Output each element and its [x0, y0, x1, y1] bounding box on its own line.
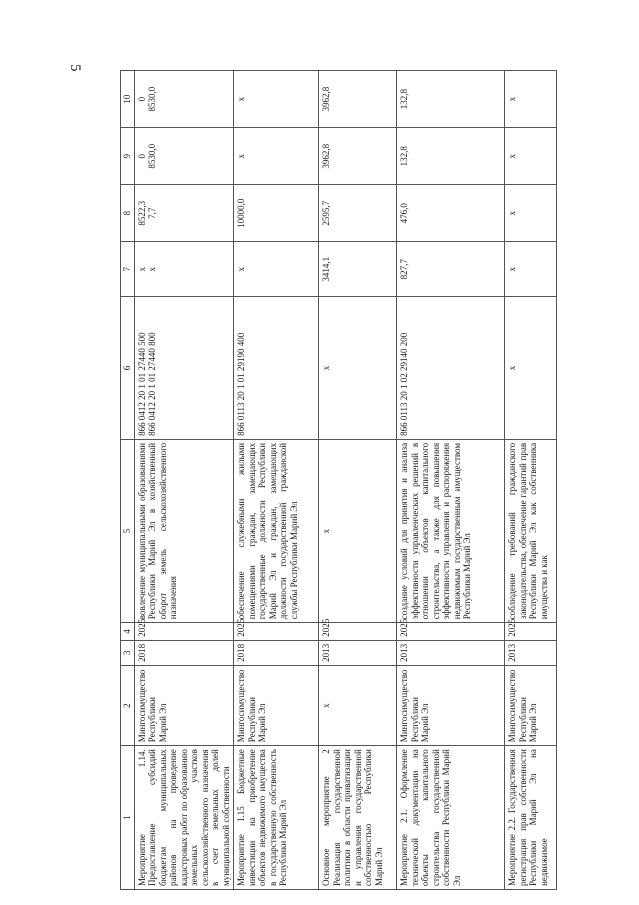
start-year: 2018 — [234, 640, 319, 665]
activity-name: Мероприятие 2.1. Оформление технической документации на объекты капитального строительства государственной собственности Республики Марий Эл — [397, 746, 505, 890]
budget-code: x — [505, 297, 557, 440]
value-col8: 476,0 — [397, 185, 505, 242]
header-cell: 4 — [121, 623, 135, 641]
value-col9: 3962,8 — [319, 128, 397, 185]
value-col8: 10000,0 — [234, 185, 319, 242]
table-row — [319, 71, 397, 890]
value-col10: 0 8530,0 — [134, 71, 234, 128]
table-row — [234, 71, 319, 890]
budget-code: 866 0113 20 1 01 29190 400 — [234, 297, 319, 440]
table-row — [505, 71, 557, 890]
activity-name: Мероприятие 2.2. Государственная регистрация прав собственности Республики Марий Эл на недвижимое — [505, 746, 557, 890]
page-number: 5 — [67, 64, 83, 72]
expected-result: соблюдение требований гражданского законодательства, обеспечение гарантий прав Республики Марий Эл как собственника имущества и как — [505, 439, 557, 622]
value-col10: 3962,8 — [319, 71, 397, 128]
header-cell: 3 — [121, 640, 135, 665]
header-cell: 10 — [121, 71, 135, 128]
program-table — [120, 70, 557, 890]
value-col10: 132,8 — [397, 71, 505, 128]
value-col9: 132,8 — [397, 128, 505, 185]
executor: Мингосимущество Республики Марий Эл — [505, 666, 557, 746]
value-col7: x x — [134, 242, 234, 297]
executor: Мингосимущество Республики Марий Эл — [134, 666, 234, 746]
header-cell: 8 — [121, 185, 135, 242]
executor: x — [319, 666, 397, 746]
end-year: 2025 — [319, 623, 397, 641]
header-cell: 6 — [121, 297, 135, 440]
table-row — [134, 71, 234, 890]
budget-code: 866 0412 20 1 01 27440 500 866 0412 20 1 01 27440 800 — [134, 297, 234, 440]
executor: Мингосимущество Республики Марий Эл — [234, 666, 319, 746]
value-col10: x — [234, 71, 319, 128]
value-col8: x — [505, 185, 557, 242]
table-row — [397, 71, 505, 890]
start-year: 2013 — [319, 640, 397, 665]
value-col9: x — [505, 128, 557, 185]
expected-result: вовлечение муниципальными образованиями Республики Марий Эл в хозяйственный оборот земель сельскохозяйственного назначения — [134, 439, 234, 622]
header-cell: 2 — [121, 666, 135, 746]
value-col9: x — [234, 128, 319, 185]
activity-name: Мероприятие 1.15 Бюджетные инвестиции на приобретение объектов недвижимого имущества в государственную собственность Республики Марий Эл — [234, 746, 319, 890]
end-year: 2025 — [134, 623, 234, 641]
value-col8: 8522,3 7,7 — [134, 185, 234, 242]
value-col7: 3414,1 — [319, 242, 397, 297]
header-cell: 7 — [121, 242, 135, 297]
header-cell: 9 — [121, 128, 135, 185]
expected-result: x — [319, 439, 397, 622]
start-year: 2013 — [505, 640, 557, 665]
value-col9: 0 8530,0 — [134, 128, 234, 185]
value-col10: x — [505, 71, 557, 128]
activity-name: Мероприятие 1.14. Предоставление субсидий бюджетам муниципальных районов на проведение кадастровых работ по образованию земельных участков сельскохозяйственного назначения в счет земельных долей муниципальной собственности — [134, 746, 234, 890]
header-row — [121, 71, 135, 890]
end-year: 2025 — [505, 623, 557, 641]
end-year: 2025 — [397, 623, 505, 641]
expected-result: создание условий для принятия и анализа эффективности управленческих решений в отношении объектов капитального строительства, а также для повышения эффективности управления и распоряжения недвижимым государственным имуществом Республики Марий Эл — [397, 439, 505, 622]
value-col7: 827,7 — [397, 242, 505, 297]
activity-name: Основное мероприятие 2 Реализация государственной политики в области приватизации и управления государственной собственностью Республики Марий Эл — [319, 746, 397, 890]
header-cell: 1 — [121, 746, 135, 890]
start-year: 2013 — [397, 640, 505, 665]
expected-result: обеспечение служебными жилыми помещениями граждан, замещающих государственные должности Республики Марий Эл и граждан, замещающих должности государственной гражданской службы Республики Марий Эл — [234, 439, 319, 622]
budget-code: 866 0113 20 1 02 29140 200 — [397, 297, 505, 440]
value-col8: 2595,7 — [319, 185, 397, 242]
executor: Мингосимущество Республики Марий Эл — [397, 666, 505, 746]
value-col7: x — [505, 242, 557, 297]
start-year: 2018 — [134, 640, 234, 665]
end-year: 2025 — [234, 623, 319, 641]
value-col7: x — [234, 242, 319, 297]
budget-code: x — [319, 297, 397, 440]
rotated-page-content — [120, 70, 549, 890]
header-cell: 5 — [121, 439, 135, 622]
